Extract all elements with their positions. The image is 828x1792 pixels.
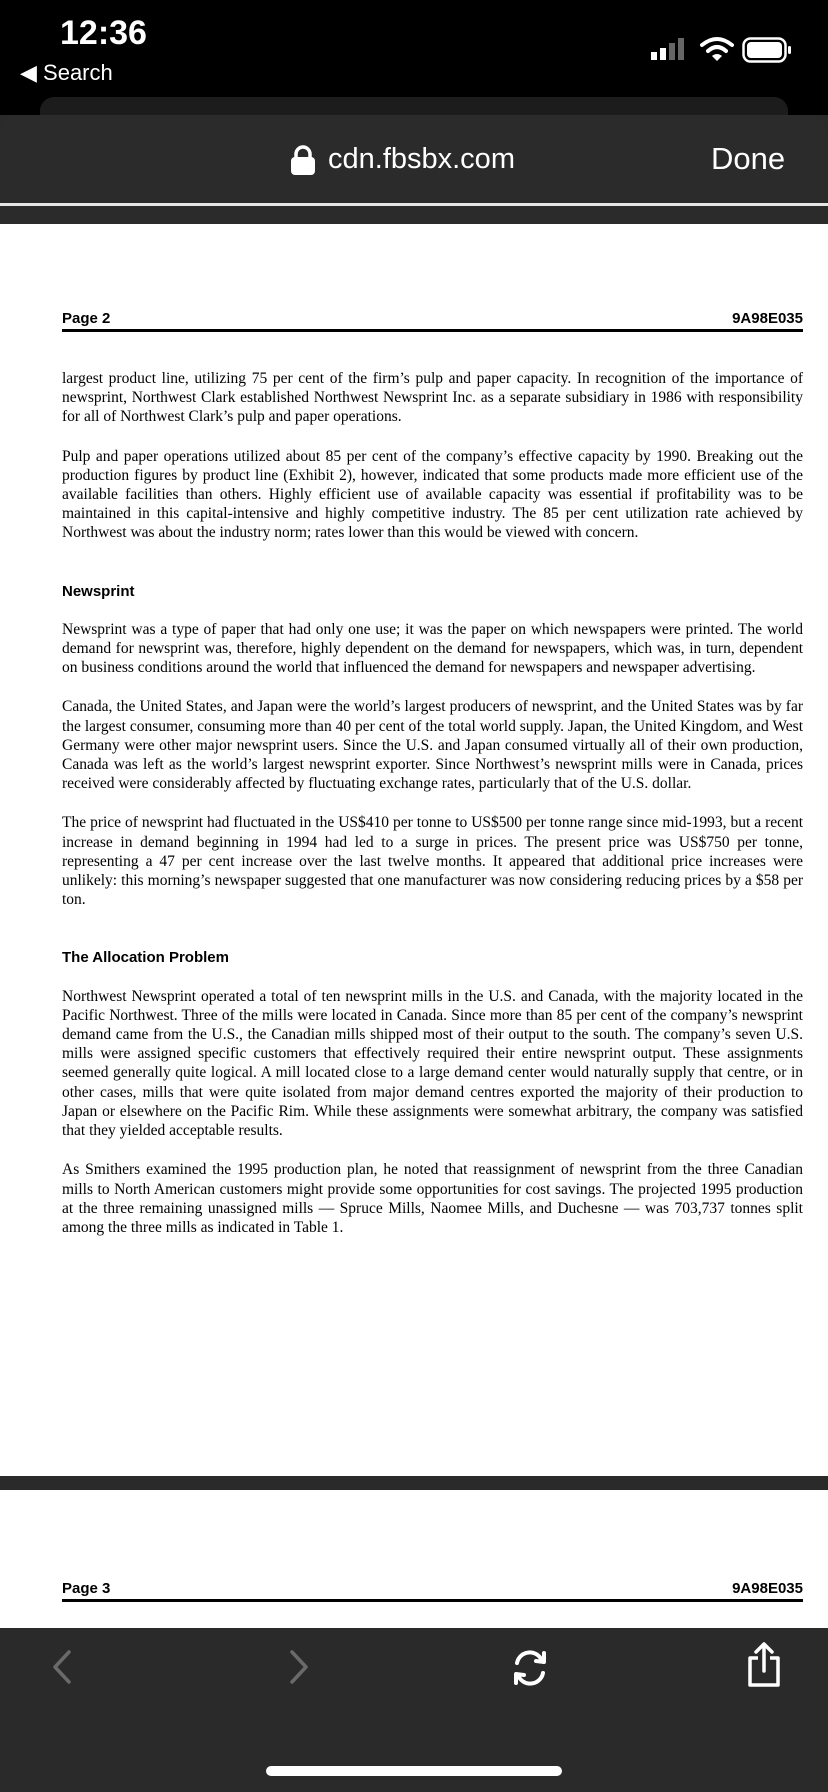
document-page [0,1490,828,1628]
section-heading: The Allocation Problem [62,949,229,967]
paragraph: Canada, the United States, and Japan were the world’s largest producers of newsprint, and the United States was by far the largest consumer, consuming more than 40 per cent of the total world supply. Japan, the United Kingdom, and West Germany were other major newsprint users. Since the U.S. and Japan consumed virtually all of their own production, Canada was left as the world’s largest newsprint exporter. Since Northwest’s newsprint mills were in Canada, prices received were considerably affected by fluctuating exchange rates, particularly that of the U.S. dollar. [62,698,803,793]
page-header [62,310,803,327]
page-number: Page 2 [62,310,111,327]
url-text: cdn.fbsbx.com [328,143,515,175]
header-rule [62,329,803,332]
refresh-icon[interactable] [509,1648,551,1688]
paragraph: Pulp and paper operations utilized about 85 per cent of the company’s effective capacity by 1990. Breaking out the production figures by product line (Exhibit 2), however, indicated that some products made more efficient use of the available facilities than others. Highly efficient use of available capacity was essential if profitability was to be maintained in this capital-intensive and highly competitive industry. The 85 per cent utilization rate achieved by Northwest was about the industry norm; rates lower than this would be viewed with concern. [62,447,803,542]
done-button[interactable]: Done [711,141,786,176]
divider-gap [0,206,828,224]
paragraph: Northwest Newsprint operated a total of ten newsprint mills in the U.S. and Canada, with the majority located in the Pacific Northwest. Three of the mills were located in Canada. Since more than 85 per cent of the company’s newsprint demand came from the U.S., the Canadian mills shipped most of their output to the south. The company’s seven U.S. mills were assigned specific customers that effectively required their entire newsprint output. These assignments seemed generally quite logical. A mill located close to a large demand center would naturally supply that centre, or in other cases, mills that were quite isolated from major demand centres exported the majority of their production to Japan or elsewhere on the Pacific Rim. While these assignments were somewhat arbitrary, the company was satisfied that they yielded acceptable results. [62,987,803,1140]
status-bar [0,0,828,115]
back-arrow-icon[interactable] [50,1649,74,1685]
document-code: 9A98E035 [732,1580,803,1597]
share-icon[interactable] [745,1642,783,1688]
home-indicator [266,1766,562,1776]
paragraph: Newsprint was a type of paper that had only one use; it was the paper on which newspapers were printed. The world demand for newsprint was, therefore, highly dependent on the demand for newspapers, which was, in turn, dependent on business conditions around the world that influenced the demand for newspapers and newspaper advertising. [62,620,803,677]
paragraph: largest product line, utilizing 75 per cent of the firm’s pulp and paper capacity. In recognition of the importance of newsprint, Northwest Clark established Northwest Newsprint Inc. as a separate subsidiary in 1986 with responsibility for all of Northwest Clark’s pulp and paper operations. [62,370,803,426]
paragraph: The price of newsprint had fluctuated in the US$410 per tonne to US$500 per tonne range since mid-1993, but a recent increase in demand beginning in 1994 had led to a surge in prices. The present price was US$750 per tonne, representing a 47 per cent increase over the last twelve months. It appeared that additional price increases were unlikely: this morning’s newspaper suggested that one manufacturer was now considering reducing prices by a $58 per ton. [62,814,803,909]
page-number: Page 3 [62,1580,111,1597]
wifi-icon [700,36,734,62]
header-rule [62,1599,803,1602]
page-header [62,1580,803,1597]
document-page [0,224,828,1476]
document-code: 9A98E035 [732,310,803,327]
battery-icon [742,37,792,63]
signal-icon [651,38,691,60]
url-display[interactable] [290,143,515,176]
status-time: 12:36 [60,14,147,52]
section-heading: Newsprint [62,582,135,600]
back-to-search-link[interactable]: ◀ Search [20,60,113,85]
lock-icon [290,145,316,175]
paragraph: As Smithers examined the 1995 production plan, he noted that reassignment of newsprint from the three Canadian mills to North American customers might provide some opportunities for cost savings. The projected 1995 production at the three remaining unassigned mills — Spruce Mills, Naomee Mills, and Duchesne — was 703,737 tonnes split among the three mills as indicated in Table 1. [62,1161,803,1236]
forward-arrow-icon[interactable] [287,1649,311,1685]
document-body [62,369,803,1257]
browser-nav-bar [0,115,828,203]
